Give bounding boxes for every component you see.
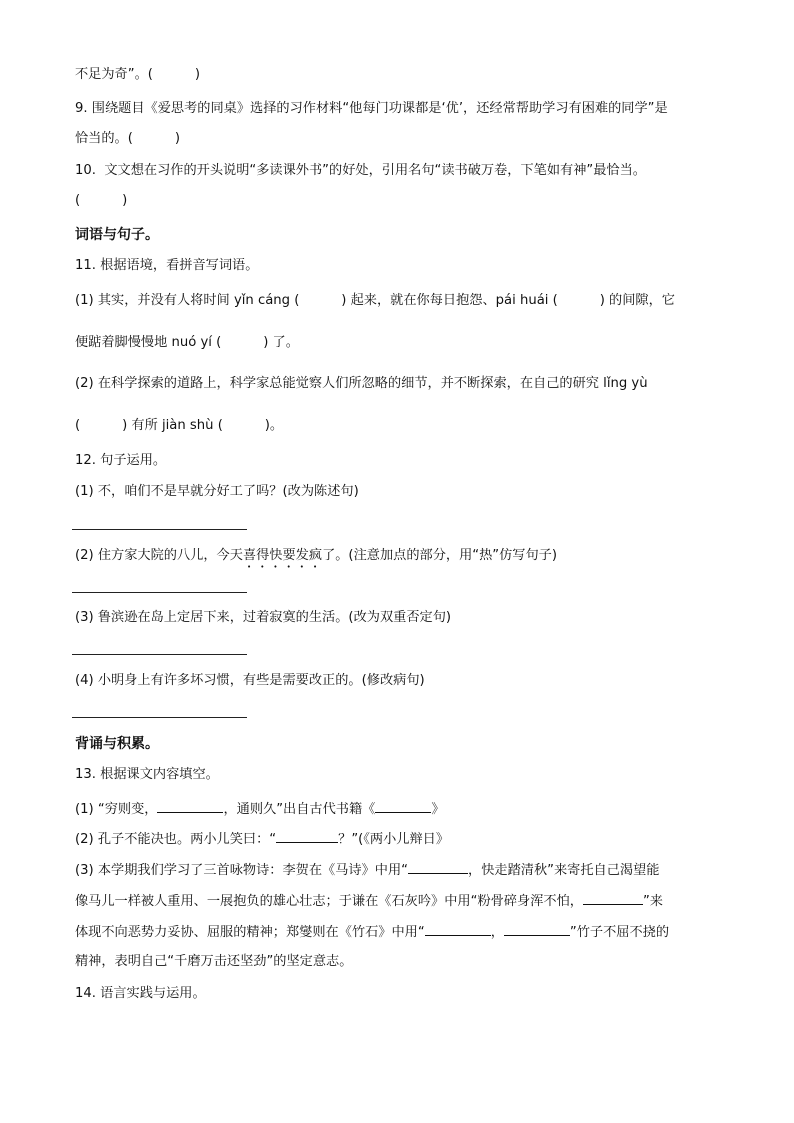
blank-13-3b[interactable] [583, 890, 643, 905]
blank-13-1b[interactable] [375, 798, 431, 813]
question-12: 12. 句子运用。 [75, 453, 167, 468]
answer-line-12-1[interactable] [72, 529, 247, 530]
question-11-part-2: (2) 在科学探索的道路上，科学家总能觉察人们所忽略的细节，并不断探索，在自己的研究 lǐng yù [75, 376, 648, 391]
question-12-part-2: (2) 住方家大院的八儿，今天喜得快要发疯了。(注意加点的部分，用“热”仿写句子) [75, 548, 558, 563]
judgement-item-9: 9. 围绕题目《爱思考的同桌》选择的习作材料“他每门功课都是‘优’，还经常帮助学习有困难的同学”是 [75, 101, 668, 116]
answer-line-12-2[interactable] [72, 592, 247, 593]
question-11-part-1: (1) 其实，并没有人将时间 yǐn cáng ( ) 起来，就在你每日抱怨、pái huái ( ) 的间隙，它 [75, 293, 675, 308]
question-11: 11. 根据语境，看拼音写词语。 [75, 258, 259, 273]
question-13-part-3-line-1: (3) 本学期我们学习了三首咏物诗：李贺在《马诗》中用“ ，快走踏清秋”来寄托自己渴望能 [75, 859, 659, 880]
question-13: 13. 根据课文内容填空。 [75, 767, 219, 782]
blank-13-3a[interactable] [408, 859, 468, 874]
blank-13-3c[interactable] [425, 921, 491, 936]
question-13-part-1: (1) “穷则变， ，通则久”出自古代书籍《 》 [75, 798, 445, 819]
question-11-part-2-cont: ( ) 有所 jiàn shù ( )。 [75, 418, 284, 433]
question-11-part-1-cont: 便踮着脚慢慢地 nuó yí ( ) 了。 [75, 335, 299, 350]
section-heading-recitation: 背诵与积累。 [75, 736, 159, 752]
question-14: 14. 语言实践与运用。 [75, 986, 206, 1001]
question-12-part-3: (3) 鲁滨逊在岛上定居下来，过着寂寞的生活。(改为双重否定句) [75, 610, 452, 625]
section-heading-words-sentences: 词语与句子。 [75, 227, 159, 243]
question-13-part-3-line-3: 体现不向恶势力妥协、屈服的精神；郑燮则在《竹石》中用“ ， ”竹子不屈不挠的 [75, 921, 669, 942]
answer-line-12-3[interactable] [72, 654, 247, 655]
question-12-part-4: (4) 小明身上有许多坏习惯，有些是需要改正的。(修改病句) [75, 673, 425, 688]
judgement-item-8-tail: 不足为奇”。( ) [75, 67, 200, 82]
answer-line-12-4[interactable] [72, 717, 247, 718]
judgement-item-9-tail: 恰当的。( ) [75, 131, 180, 146]
dotted-emphasis-phrase: 喜得快要发疯 [242, 548, 323, 563]
judgement-item-10-answer: ( ) [75, 193, 128, 208]
blank-13-3d[interactable] [504, 921, 570, 936]
blank-13-2[interactable] [276, 828, 338, 843]
question-12-part-1: (1) 不，咱们不是早就分好工了吗？(改为陈述句) [75, 484, 359, 499]
question-13-part-3-line-2: 像马儿一样被人重用、一展抱负的雄心壮志；于谦在《石灰吟》中用“粉骨碎身浑不怕， ”来 [75, 890, 663, 911]
blank-13-1a[interactable] [157, 798, 223, 813]
judgement-item-10: 10. 文文想在习作的开头说明“多读课外书”的好处，引用名句“读书破万卷，下笔如有神”最恰当。 [75, 163, 646, 178]
question-13-part-3-line-4: 精神，表明自己“千磨万击还坚劲”的坚定意志。 [75, 954, 353, 969]
question-13-part-2: (2) 孔子不能决也。两小儿笑曰：“ ？”(《两小儿辩日》 [75, 828, 449, 849]
